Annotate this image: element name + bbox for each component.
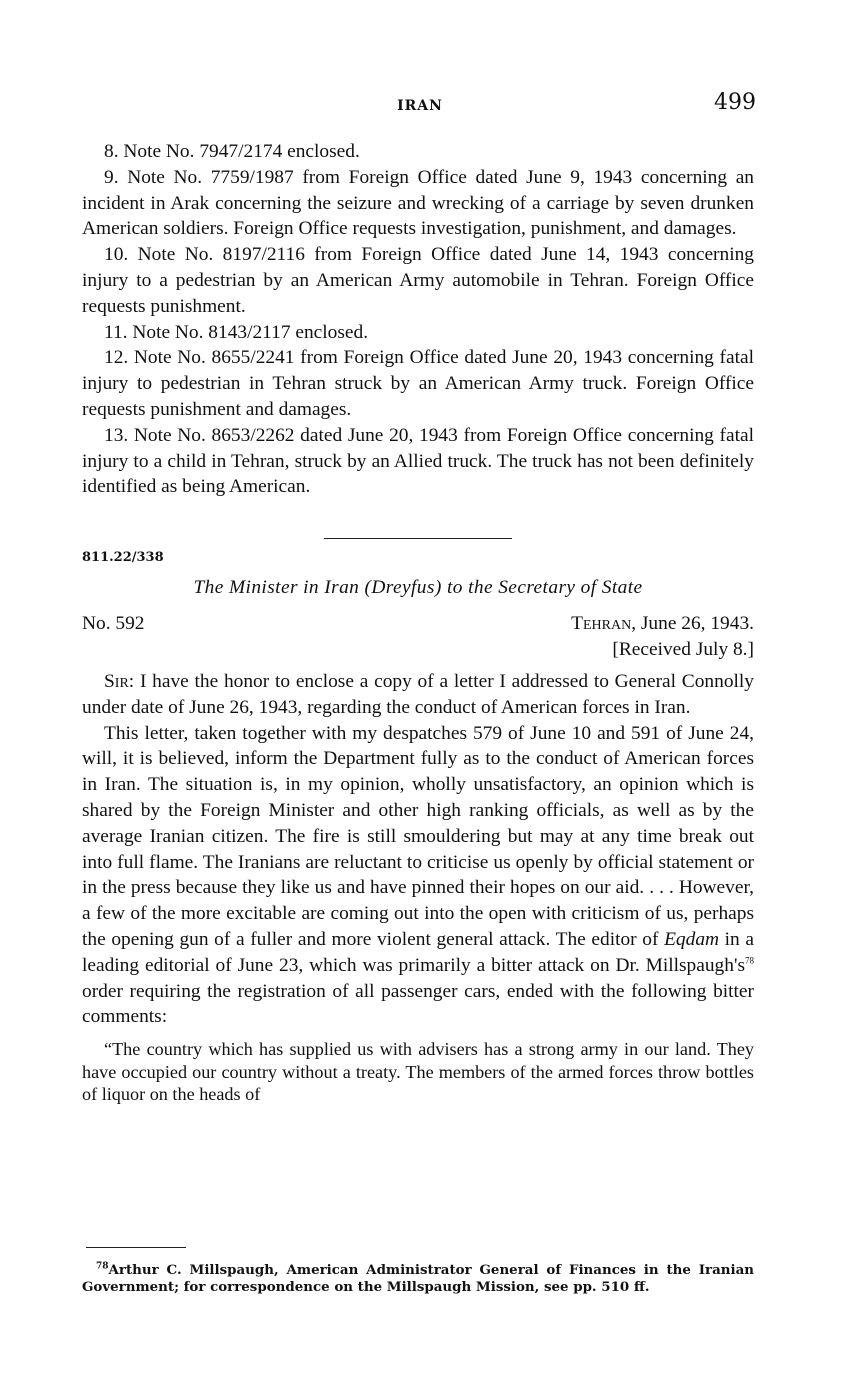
dateline (82, 611, 754, 669)
letter-paragraph (82, 669, 754, 721)
list-item: 8. Note No. 7947/2174 enclosed. (104, 141, 360, 162)
paragraph-text: This letter, taken together with my despatches 579 of June 10 and 591 of June 24, will, it is believed, inform the Department fully as to the conduct of American forces in Iran. The situation is, in my opinion, wholly unsatisfactory, an opinion which is shared by the Foreign Minister and other high ranking officials, as well as by the average Iranian citizen. The fire is still smouldering but may at any time break out into full flame. The Iranians are reluctant to criticise us openly by official statement or in the press because they like us and have pinned their hopes on our aid. . . . However, a few of the more excitable are coming out into the open with criticism of us, perhaps the opening gun of a fuller and more violent general attack. The editor of (82, 722, 754, 950)
received-date: [Received July 8.] (612, 638, 754, 660)
footnote (82, 1262, 754, 1296)
list-item: 11. Note No. 8143/2117 enclosed. (104, 321, 369, 343)
list-item: 12. Note No. 8655/2241 from Foreign Office dated June 20, 1943 concerning fatal injury to pedestrian in Tehran struck by an American Army truck. Foreign Office requests punishment and damages. (82, 347, 754, 420)
date-block (571, 611, 754, 663)
block-quote: “The country which has supplied us with advisers has a strong army in our land. They have occupied our country without a treaty. The members of the armed forces throw bottles of liquor on the heads of (82, 1039, 754, 1105)
document-number: No. 592 (82, 612, 145, 634)
running-head: IRAN (397, 98, 443, 114)
page-number: 499 (714, 90, 756, 115)
page-body (82, 139, 754, 1106)
footnote-text: Arthur C. Millspaugh, American Administrator General of Finances in the Iranian Government; for correspondence on the Millspaugh Mission, see pp. 510 ff. (82, 1262, 754, 1295)
place-date (571, 611, 754, 637)
footnote-marker: 78 (96, 1261, 109, 1272)
letter-paragraph (82, 721, 754, 1031)
document-title: The Minister in Iran (Dreyfus) to the Secretary of State (193, 577, 643, 599)
paragraph-text: in a leading editorial of June 23, which was primarily a bitter attack on Dr. Millspaugh's (82, 928, 754, 976)
file-number: 811.22/338 (82, 550, 164, 566)
page-header (0, 88, 854, 128)
place: Tehran (571, 612, 632, 634)
list-item: 9. Note No. 7759/1987 from Foreign Office dated June 9, 1943 concerning an incident in Arak concerning the seizure and wrecking of a carriage by seven drunken American soldiers. Foreign Office requests investigation, punishment, and damages. (82, 166, 754, 240)
paragraph-text: : I have the honor to enclose a copy of a letter I addressed to General Connolly under date of June 26, 1943, regarding the conduct of American forces in Iran. (82, 670, 754, 718)
footnote-reference[interactable]: 78 (745, 955, 754, 966)
salutation: Sir (104, 670, 129, 692)
date: , June 26, 1943. (631, 612, 754, 634)
section-divider (324, 538, 512, 539)
paragraph-text: order requiring the registration of all passenger cars, ended with the following bitter comments: (82, 980, 754, 1028)
list-item: 10. Note No. 8197/2116 from Foreign Office dated June 14, 1943 concerning injury to a pedestrian by an American Army automobile in Tehran. Foreign Office requests punishment. (82, 244, 754, 317)
list-item: 13. Note No. 8653/2262 dated June 20, 1943 from Foreign Office concerning fatal injury to a child in Tehran, struck by an Allied truck. The truck has not been definitely identified as being American. (82, 424, 754, 498)
footnote-divider (86, 1247, 186, 1248)
newspaper-name: Eqdam (664, 928, 720, 950)
